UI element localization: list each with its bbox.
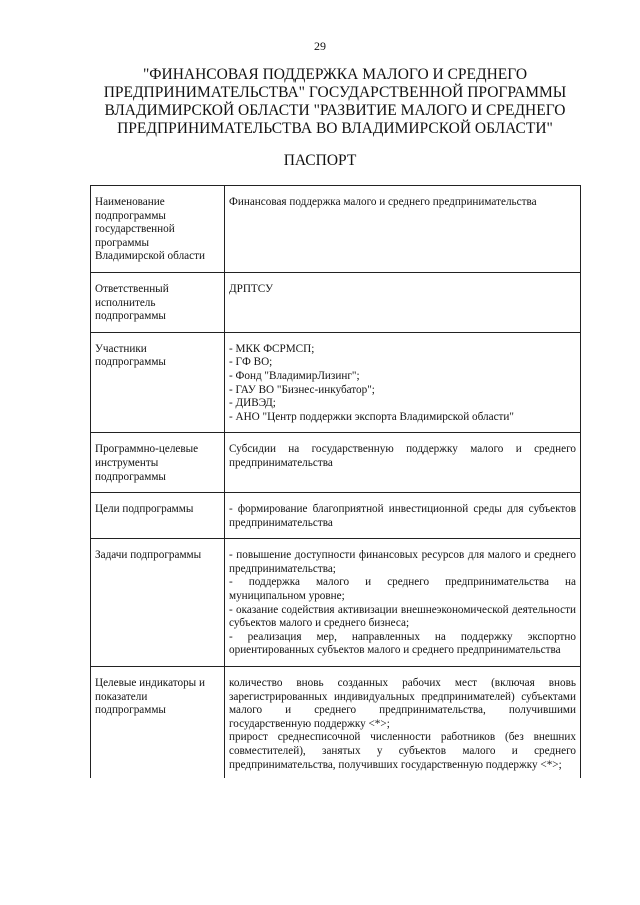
table-row (91, 272, 581, 332)
task-item: - поддержка малого и среднего предпринимательства на муниципальном уровне; (229, 576, 576, 603)
row-label-program-instruments: Программно-целевые инструменты подпрограммы (91, 433, 225, 493)
row-value-subprogram-name: Финансовая поддержка малого и среднего предпринимательства (225, 186, 581, 273)
participant-item: - Фонд "ВладимирЛизинг"; (229, 369, 360, 382)
passport-table (90, 185, 581, 778)
table-row (91, 433, 581, 493)
row-value-target-indicators (225, 667, 581, 779)
participant-item: - ГФ ВО; (229, 356, 273, 369)
row-label-participants: Участники подпрограммы (91, 332, 225, 433)
row-label-goals: Цели подпрограммы (91, 493, 225, 539)
row-value-goals: - формирование благоприятной инвестиционной среды для субъектов предпринимательства (225, 493, 581, 539)
participant-item: - ДИВЭД; (229, 397, 276, 410)
row-label-target-indicators: Целевые индикаторы и показатели подпрограммы (91, 667, 225, 779)
indicator-item: количество вновь созданных рабочих мест (включая вновь зарегистрированных индивидуальных предпринимателей) субъектами малого и среднего предпринимательства, получившими государственную поддержку <*>; (229, 677, 576, 730)
indicator-item: прирост среднесписочной численности работников (без внешних совместителей), занятых у субъектов малого и среднего предпринимательства, получивших государственную поддержку <*>; (229, 731, 576, 771)
participant-item: - АНО "Центр поддержки экспорта Владимирской области" (229, 410, 514, 423)
page-number: 29 (314, 39, 326, 53)
table-row (91, 667, 581, 779)
table-row (91, 493, 581, 539)
participant-item: - ГАУ ВО "Бизнес-инкубатор"; (229, 383, 375, 396)
participant-item: - МКК ФСРМСП; (229, 342, 315, 355)
table-row (91, 332, 581, 433)
row-value-responsible-executor: ДРПТСУ (225, 272, 581, 332)
table-row (91, 539, 581, 667)
passport-heading: ПАСПОРТ (283, 152, 357, 169)
task-item: - реализация мер, направленных на поддержку экспортно ориентированных субъектов малого и среднего предпринимательства (229, 630, 576, 657)
row-label-subprogram-name: Наименование подпрограммы государственной программы Владимирской области (91, 186, 225, 273)
table-row (91, 186, 581, 273)
row-value-participants (225, 332, 581, 433)
document-title: "ФИНАНСОВАЯ ПОДДЕРЖКА МАЛОГО И СРЕДНЕГО ПРЕДПРИНИМАТЕЛЬСТВА" ГОСУДАРСТВЕННОЙ ПРОГРАММЫ ВЛАДИМИРСКОЙ ОБЛАСТИ "РАЗВИТИЕ МАЛОГО И СРЕДНЕГО ПРЕДПРИНИМАТЕЛЬСТВА ВО ВЛАДИМИРСКОЙ ОБЛАСТИ" (103, 66, 567, 137)
row-label-tasks: Задачи подпрограммы (91, 539, 225, 667)
task-item: - оказание содействия активизации внешнеэкономической деятельности субъектов малого и среднего бизнеса; (229, 603, 576, 630)
row-value-program-instruments: Субсидии на государственную поддержку малого и среднего предпринимательства (225, 433, 581, 493)
task-item: - повышение доступности финансовых ресурсов для малого и среднего предпринимательства; (229, 549, 576, 575)
row-label-responsible-executor: Ответственный исполнитель подпрограммы (91, 272, 225, 332)
row-value-tasks (225, 539, 581, 667)
